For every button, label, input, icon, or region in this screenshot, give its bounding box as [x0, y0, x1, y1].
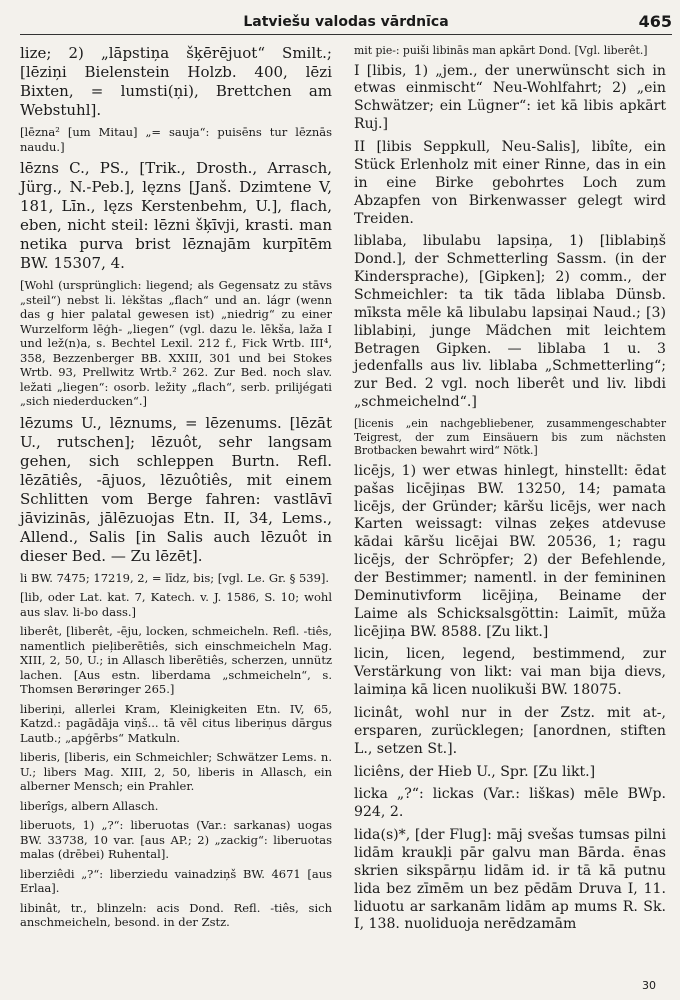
entry-right-8: liciêns, der Hieb U., Spr. [Zu likt.]: [354, 763, 596, 780]
entry-right-2: II [libis Seppkull, Neu-Salis], libîte, ein Stück Erlenholz mit einer Rinne, das in ein in eine Birke gebohrtes Loch zum Abzapfen von Birkenwasser gelegt wird Treiden.: [354, 139, 666, 227]
entry-right-9: licka „?“: lickas (Var.: liškas) mēle BWp. 924, 2.: [354, 786, 666, 821]
entry-left-8: liberiņi, allerlei Kram, Kleinigkeiten Etn. IV, 65, Katzd.: pagādāja viņš... tā vēl citus liberiņus dārgus Lautb.; „apģērbs“ Matkuln.: [20, 701, 332, 745]
entry-left-10: liberîgs, albern Allasch.: [20, 798, 159, 813]
entry-right-3: liblaba, libulabu lapsiņa, 1) [liblabiņš Dond.], der Schmetterling Sassm. (in der Kindersprache), [Gipken]; 2) comm., der Schmeichler: ta tik tāda liblaba Dünsb. mīksta mēle kā libulabu lapsiņai Naud.; [3) liblabiņi, junge Mädchen mit leichtem Betragen Gipken. — liblaba 1 u. 3 jedenfalls aus liv. liblaba „Schmetterling“; zur Bed. 2 vgl. noch liberêt und liv. libdi „schmeichelnd“.]: [354, 233, 666, 411]
page-number: 465: [638, 12, 672, 31]
entry-right-4: [licenis „ein nachgebliebener, zusammengeschabter Teigrest, der zum Einsäuern bis zum nächsten Brotbacken bewahrt wird“ Nötk.]: [354, 416, 666, 458]
entry-left-2: lēzns C., PS., [Trik., Drosth., Arrasch, Jürg., N.-Peb.], lęzns [Janš. Dzimtene V, 181, Līn., lęzs Kerstenbehm, U.], flach, eben, nicht steil: lēzni šķīvji, krasti. man netika purva brist lēznajām kurpītēm BW. 15307, 4.: [20, 159, 332, 272]
entry-right-6: licin, licen, legend, bestimmend, zur Verstärkung von likt: vai man bija dievs, laimiņa kā licen nuolikuši BW. 18075.: [354, 646, 666, 699]
entry-left-11: liberuots, 1) „?“: liberuotas (Var.: sarkanas) uogas BW. 33738, 10 var. [aus AP.; 2) „zackig“: liberuotas malas (drēbei) Ruhental].: [20, 818, 332, 861]
entry-left-4: lēzums U., lēznums, = lēzenums. [lēzāt U., rutschen]; lēzuôt, sehr langsam gehen, sich schleppen Burtn. Refl. lēzātiês, -ājuos, lēzuôtiês, mit einem Schlitten vom Berge fahren: vastlāvī jāvizinās, jālēzuojas Etn. II, 34, Lems., Allend., Salis [in Salis auch lēzuôt in dieser Bed. — Zu lēzēt].: [20, 413, 332, 565]
entry-left-13: libinât, tr., blinzeln: acis Dond. Refl. -tiês, sich anschmeicheln, besond. in der Zstz.: [20, 900, 332, 929]
entry-right-7: licinât, wohl nur in der Zstz. mit at-, ersparen, zurücklegen; [anordnen, stiften L., setzen St.].: [354, 705, 666, 757]
entry-right-5: licējs, 1) wer etwas hinlegt, hinstellt: ēdat pašas licējiņas BW. 13250, 14; pamata licējs, der Gründer; kāršu licējs, wer nach Karten weissagt: vilnas zeķes atdevuse kādai kāršu licējai BW. 20536, 1; ragu licējs, der Schröpfer; 2) der Befehlende, der Bestimmer; namentl. in der femininen Deminutivform licējiņa, Beiname der Laime als Schicksalsgöttin: Laimīt, mūža licējiņa BW. 8588. [Zu likt.]: [354, 462, 666, 640]
entry-left-1: [lēzna² [um Mitau] „= sauja“: puisēns tur lēznās naudu.]: [20, 125, 332, 154]
entry-left-0: lize; 2) „lāpstiņa šķērējuot“ Smilt.; [lēziņi Bielenstein Holzb. 400, lēzi Bixten, = lumsti(ņi), Brettchen am Webstuhl].: [20, 44, 332, 119]
page-title: Latviešu valodas vārdnīca: [243, 14, 449, 30]
entry-left-3: [Wohl (ursprünglich: liegend; als Gegensatz zu stāvs „steil“) nebst li. lėkštas „flach“ und an. lágr (wenn das g hier palatal gewesen ist) „niedrig“ zu einer Wurzelform lēģh- „liegen“ (vgl. dazu le. lēkša, laža I und lež(n)a, s. Bechtel Lexil. 212 f., Fick Wrtb. III⁴, 358, Bezzenberger BB. XXIII, 301 und bei Stokes Wrtb. 93, Prellwitz Wrtb.² 262. Zur Bed. noch slav. ležati „liegen“: osorb. ležity „flach“, serb. prilijégati „sich niederducken“.]: [20, 278, 332, 408]
entry-left-6: [lib, oder Lat. kat. 7, Katech. v. J. 1586, S. 10; wohl aus slav. li-bo dass.]: [20, 590, 332, 619]
entry-left-12: liberziêdi „?“: liberziedu vainadziņš BW. 4671 [aus Erlaa].: [20, 866, 332, 895]
page-header: [20, 8, 672, 35]
left-column: [20, 44, 332, 935]
entry-right-1: I [libis, 1) „jem., der unerwünscht sich in etwas einmischt“ Neu-Wohlfahrt; 2) „ein Schwätzer; ein Lügner“: iet kā libis apkārt Ruj.]: [354, 62, 666, 133]
entry-right-10: lida(s)*, [der Flug]: māj svešas tumsas pilni lidām kraukļi pār galvu man Bārda. ēnas skrien sikspārņu lidām id. ir tā kā putnu lida bez zīmēm un bez pēdām Druva I, 11. liduotu ar sarkanām lidām ap mums R. Sk. I, 138. nuoliduoja nerēdzamām: [354, 827, 666, 933]
right-column: [354, 44, 666, 939]
entry-left-5: li BW. 7475; 17219, 2, = līdz, bis; [vgl. Le. Gr. § 539].: [20, 570, 330, 585]
entry-left-7: liberêt, [liberêt, -ēju, locken, schmeicheln. Refl. -tiês, namentlich pieļiberētiês, sich einschmeicheln Mag. XIII, 2, 50, U.; in Allasch liberētiês, scherzen, unnütz lachen. [Aus estn. liberdama „schmeicheln“, s. Thomsen Berøringer 265.]: [20, 624, 332, 696]
entry-right-0: mit pie-: puiši libinās man apkārt Dond. [Vgl. liberêt.]: [354, 44, 648, 57]
entry-left-9: liberis, [liberis, ein Schmeichler; Schwätzer Lems. n. U.; libers Mag. XIII, 2, 50, liberis in Allasch, ein alberner Mensch; ein Prahler.: [20, 750, 332, 793]
signature-mark: 30: [642, 979, 656, 992]
